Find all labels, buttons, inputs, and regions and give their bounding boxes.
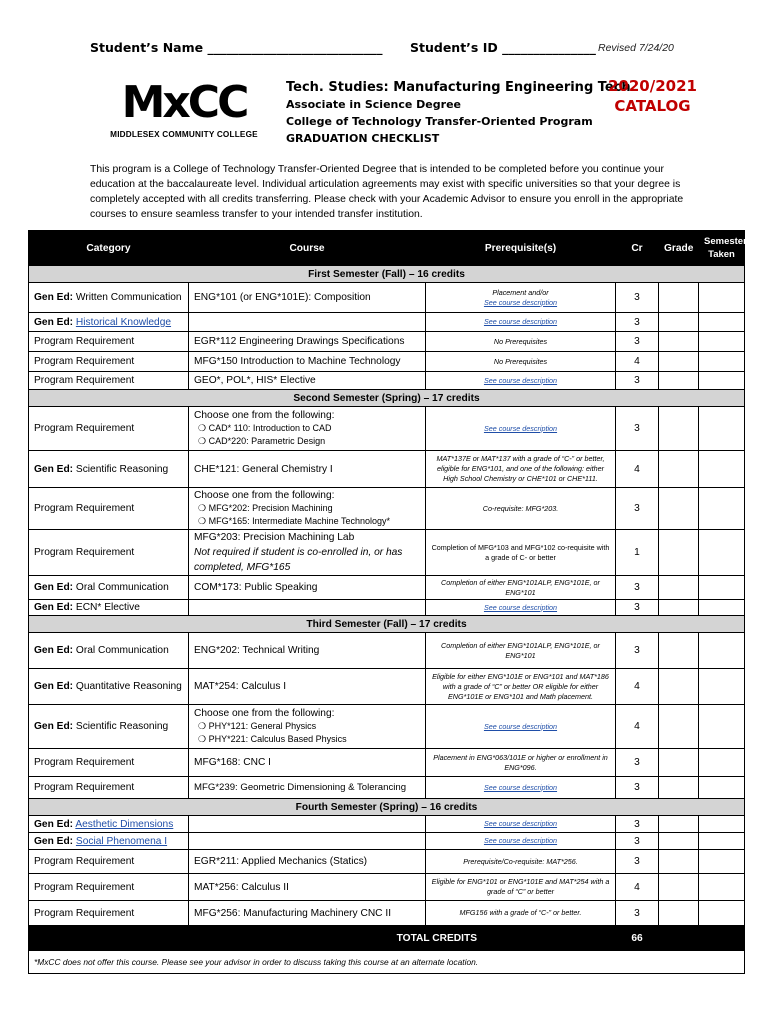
table-row: Gen Ed: Scientific Reasoning Choose one from the following: ❍ PHY*121: General Physics ❍ PHY*221: Calculus Based Physics See course description 4	[29, 705, 745, 749]
grade-cell[interactable]	[659, 576, 699, 600]
checklist-title: GRADUATION CHECKLIST	[286, 132, 440, 145]
college-logo: MxCC	[121, 77, 247, 128]
semester-cell[interactable]	[699, 749, 745, 777]
table-row: Gen Ed: Social Phenomena I See course description 3	[29, 833, 745, 850]
grade-cell[interactable]	[659, 633, 699, 669]
option-bullet-icon: ❍	[198, 503, 209, 513]
table-row: Program Requirement EGR*211: Applied Mechanics (Statics) Prerequisite/Co-requisite: MAT*256. 3	[29, 850, 745, 874]
course-description-link[interactable]: See course description	[426, 372, 616, 390]
semester-cell[interactable]	[699, 669, 745, 705]
course-description-link[interactable]: See course description	[483, 297, 558, 307]
table-row: Gen Ed: Written Communication ENG*101 (or ENG*101E): Composition Placement and/or See course description 3	[29, 283, 745, 313]
grade-cell[interactable]	[659, 352, 699, 372]
grade-cell[interactable]	[659, 488, 699, 530]
table-row: Gen Ed: Aesthetic Dimensions See course description 3	[29, 816, 745, 833]
grade-cell[interactable]	[659, 816, 699, 833]
grade-cell[interactable]	[659, 777, 699, 799]
table-row: Gen Ed: Historical Knowledge See course description 3	[29, 313, 745, 332]
semester-cell[interactable]	[699, 451, 745, 488]
semester-cell[interactable]	[699, 833, 745, 850]
semester-cell[interactable]	[699, 777, 745, 799]
program-title: Tech. Studies: Manufacturing Engineering Tech	[286, 80, 631, 95]
course-description-link[interactable]: See course description	[426, 705, 616, 749]
aesthetic-dimensions-link[interactable]: Aesthetic Dimensions	[75, 818, 174, 830]
semester-heading: Third Semester (Fall) – 17 credits	[29, 616, 745, 633]
catalog-year: 2020/2021	[608, 77, 697, 95]
grade-cell[interactable]	[659, 407, 699, 451]
table-row: Program Requirement MFG*203: Precision Machining Lab Not required if student is co-enrolled in, or has completed, MFG*165 Completion of MFG*103 and MFG*102 co-requisite with a grade of C- or better 1	[29, 530, 745, 576]
table-row: Program Requirement MAT*256: Calculus II Eligible for ENG*101 or ENG*101E and MAT*254 with a grade of “C” or better 4	[29, 874, 745, 901]
revised-date: Revised 7/24/20	[598, 42, 674, 54]
grade-cell[interactable]	[659, 874, 699, 901]
grade-cell[interactable]	[659, 451, 699, 488]
table-row: Program Requirement Choose one from the following: ❍ MFG*202: Precision Machining ❍ MFG*165: Intermediate Machine Technology* Co-requisite: MFG*203. 3	[29, 488, 745, 530]
table-row: Gen Ed: Oral Communication COM*173: Public Speaking Completion of either ENG*101ALP, ENG*101E, or ENG*101 3	[29, 576, 745, 600]
course-description-link[interactable]: See course description	[426, 600, 616, 616]
table-row: Gen Ed: Scientific Reasoning CHE*121: General Chemistry I MAT*137E or MAT*137 with a grade of “C-” or better, eligible for ENG*101, and one of the following: either High School Chemistry or CHE*101 or CHE*111. 4	[29, 451, 745, 488]
grade-cell[interactable]	[659, 669, 699, 705]
col-credits: Cr	[616, 231, 659, 266]
college-logo-name: MIDDLESEX COMMUNITY COLLEGE	[110, 130, 258, 139]
social-phenomena-link[interactable]: Social Phenomena I	[75, 835, 168, 847]
col-category: Category	[29, 231, 189, 266]
semester-cell[interactable]	[699, 874, 745, 901]
semester-cell[interactable]	[699, 816, 745, 833]
semester-cell[interactable]	[699, 488, 745, 530]
semester-cell[interactable]	[699, 633, 745, 669]
course-description-link[interactable]: See course description	[426, 407, 616, 451]
col-grade: Grade	[659, 231, 699, 266]
grade-cell[interactable]	[659, 530, 699, 576]
table-row: Gen Ed: ECN* Elective See course description 3	[29, 600, 745, 616]
semester-cell[interactable]	[699, 576, 745, 600]
course-description-link[interactable]: See course description	[426, 816, 616, 833]
grade-cell[interactable]	[659, 749, 699, 777]
catalog-label: CATALOG	[614, 97, 691, 115]
table-row: Gen Ed: Quantitative Reasoning MAT*254: Calculus I Eligible for either ENG*101E or ENG*101 and MAT*186 with a grade of “C” or better OR eligible for either ENG*101E or ENG*101 and Math placement. 4	[29, 669, 745, 705]
table-row: Program Requirement MFG*150 Introduction to Machine Technology No Prerequisites 4	[29, 352, 745, 372]
semester-cell[interactable]	[699, 901, 745, 926]
grade-cell[interactable]	[659, 313, 699, 332]
grade-cell[interactable]	[659, 833, 699, 850]
semester-cell[interactable]	[699, 530, 745, 576]
table-header-row	[29, 231, 745, 266]
semester-cell[interactable]	[699, 352, 745, 372]
historical-knowledge-link[interactable]: Historical Knowledge	[75, 316, 172, 328]
footnote: *MxCC does not offer this course. Please see your advisor in order to discuss taking this course at an alternate location.	[29, 951, 745, 974]
semester-cell[interactable]	[699, 283, 745, 313]
semester-cell[interactable]	[699, 407, 745, 451]
semester-cell[interactable]	[699, 372, 745, 390]
option-bullet-icon: ❍	[198, 734, 209, 744]
grade-cell[interactable]	[659, 705, 699, 749]
student-name-field[interactable]: Student’s Name ____________________________	[90, 40, 383, 55]
course-description-link[interactable]: See course description	[426, 833, 616, 850]
table-row: Program Requirement MFG*256: Manufacturing Machinery CNC II MFG156 with a grade of “C-” or better. 3	[29, 901, 745, 926]
grade-cell[interactable]	[659, 332, 699, 352]
semester-cell[interactable]	[699, 332, 745, 352]
semester-heading: Fourth Semester (Spring) – 16 credits	[29, 799, 745, 816]
table-row: Gen Ed: Oral Communication ENG*202: Technical Writing Completion of either ENG*101ALP, ENG*101E, or ENG*101 3	[29, 633, 745, 669]
option-bullet-icon: ❍	[198, 516, 209, 526]
total-credits-label: TOTAL CREDITS	[29, 926, 616, 951]
grade-cell[interactable]	[659, 901, 699, 926]
semester-cell[interactable]	[699, 313, 745, 332]
student-id-field[interactable]: Student’s ID _______________	[410, 40, 596, 55]
option-bullet-icon: ❍	[198, 436, 209, 446]
option-bullet-icon: ❍	[198, 423, 209, 433]
grade-cell[interactable]	[659, 283, 699, 313]
col-course: Course	[189, 231, 426, 266]
col-prereq: Prerequisite(s)	[426, 231, 616, 266]
total-credits-row	[29, 926, 745, 951]
semester-cell[interactable]	[699, 705, 745, 749]
course-description-link[interactable]: See course description	[426, 777, 616, 799]
graduation-checklist-table	[28, 230, 745, 974]
footnote-row	[29, 951, 745, 974]
semester-cell[interactable]	[699, 850, 745, 874]
grade-cell[interactable]	[659, 600, 699, 616]
degree-title: Associate in Science Degree	[286, 98, 461, 111]
col-semester-taken: Semester Taken	[699, 231, 745, 266]
table-row: Program Requirement EGR*112 Engineering Drawings Specifications No Prerequisites 3	[29, 332, 745, 352]
program-type: College of Technology Transfer-Oriented Program	[286, 115, 593, 128]
grade-cell[interactable]	[659, 850, 699, 874]
semester-heading: Second Semester (Spring) – 17 credits	[29, 390, 745, 407]
semester-heading: First Semester (Fall) – 16 credits	[29, 266, 745, 283]
table-row: Program Requirement MFG*168: CNC I Placement in ENG*063/101E or higher or enrollment in ENG*096. 3	[29, 749, 745, 777]
grade-cell[interactable]	[659, 372, 699, 390]
table-row: Program Requirement Choose one from the following: ❍ CAD* 110: Introduction to CAD ❍ CAD*220: Parametric Design See course description 3	[29, 407, 745, 451]
course-description-link[interactable]: See course description	[426, 313, 616, 332]
table-row: Program Requirement GEO*, POL*, HIS* Elective See course description 3	[29, 372, 745, 390]
option-bullet-icon: ❍	[198, 721, 209, 731]
program-intro: This program is a College of Technology Transfer-Oriented Degree that is intended to be completed before you continue your education at the baccalaureate level. Individual articulation agreements may exist with specific universities so that your degree is completely accepted with all credits transferring. Please check with your Academic Advisor to ensure you enroll in the appropriate courses to ensure seamless transfer to your intended transfer institution.	[90, 164, 684, 220]
semester-cell[interactable]	[699, 600, 745, 616]
total-credits-value: 66	[616, 926, 659, 951]
table-row: Program Requirement MFG*239: Geometric Dimensioning & Tolerancing See course description 3	[29, 777, 745, 799]
